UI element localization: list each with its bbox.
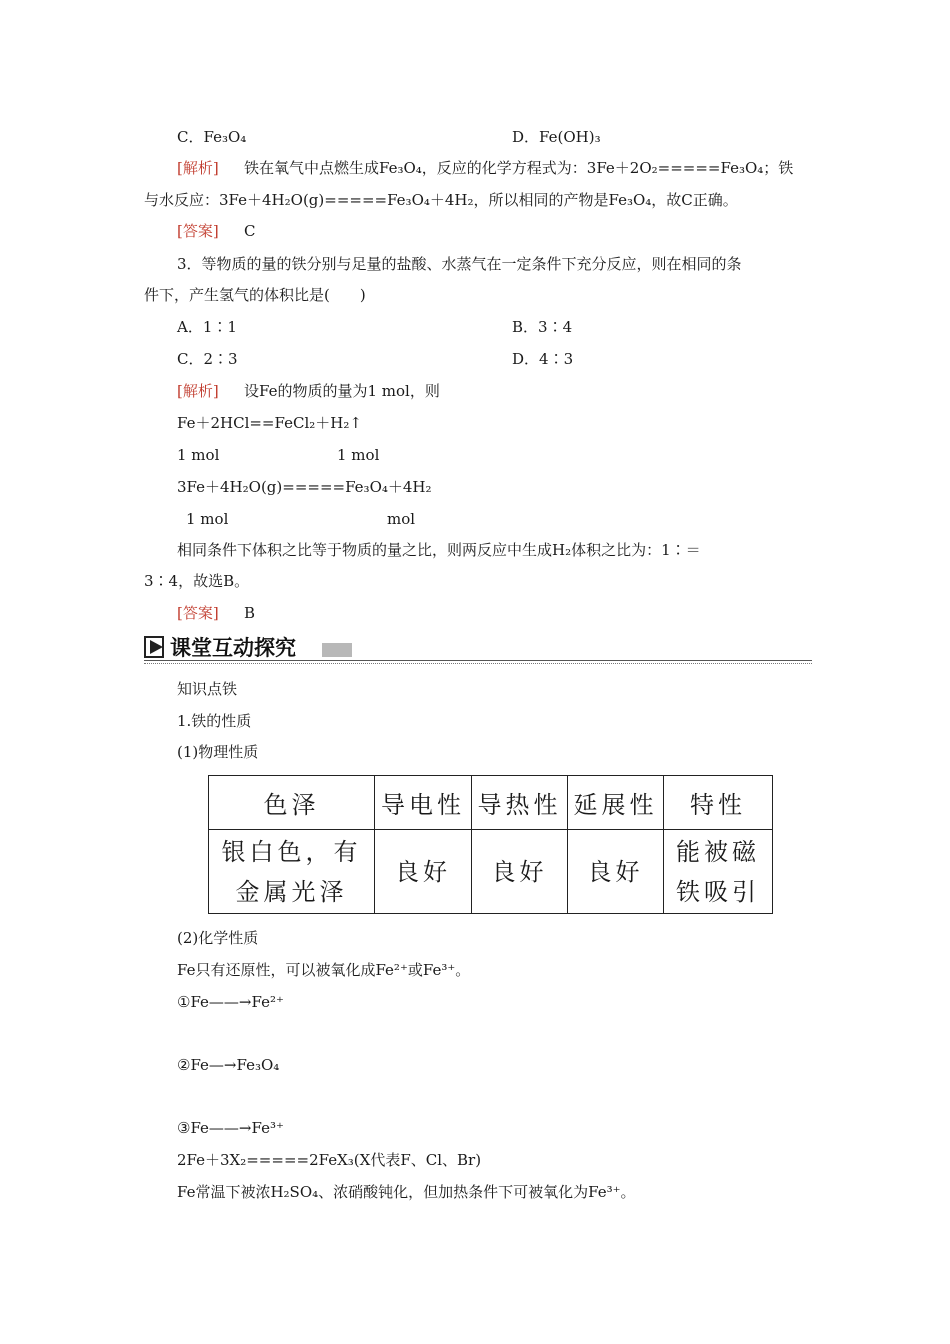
table-cell: 良好	[375, 830, 472, 914]
cell-line: 金属光泽	[235, 877, 348, 906]
q3-eq1-mol-right: 1 mol	[337, 446, 380, 464]
reaction-path-1: ①Fe——→Fe²⁺	[177, 993, 284, 1011]
q3-stem-line-2: 件下，产生氢气的体积比是( )	[144, 286, 366, 304]
physical-properties-table	[208, 775, 773, 914]
table-cell: 良好	[472, 830, 568, 914]
q3-eq1-mol-left: 1 mol	[177, 446, 220, 464]
q3-analysis-intro: 设Fe的物质的量为1 mol，则	[244, 382, 440, 400]
q3-conclusion-line-2: 3∶4，故选B。	[144, 572, 250, 590]
section-dotted-rule	[144, 663, 812, 664]
q2-option-c: C．Fe₃O₄	[177, 128, 247, 146]
q3-option-c: C．2∶3	[177, 350, 238, 368]
q3-answer: B	[244, 604, 256, 622]
q2-answer: C	[244, 222, 256, 240]
table-header-cell: 色泽	[209, 776, 375, 830]
reaction-path-2: ②Fe—→Fe₃O₄	[177, 1056, 280, 1074]
q3-equation-1: Fe＋2HCl==FeCl₂＋H₂↑	[177, 414, 362, 432]
section-title: 课堂互动探究	[170, 636, 296, 660]
section-rule	[144, 660, 812, 661]
q3-equation-2: 3Fe＋4H₂O(g)=====Fe₃O₄＋4H₂	[177, 478, 432, 496]
play-arrow-icon	[144, 635, 166, 659]
section-header	[144, 633, 812, 663]
q3-answer-tag: [答案]	[177, 604, 219, 622]
q2-answer-tag: [答案]	[177, 222, 219, 240]
q3-eq2-mol-left: 1 mol	[186, 510, 229, 528]
q2-option-d: D．Fe(OH)₃	[512, 128, 601, 146]
q3-option-a: A．1∶1	[177, 318, 237, 336]
subsection-chemical-properties: (2)化学性质	[177, 929, 259, 947]
q2-analysis-line-1: 铁在氧气中点燃生成Fe₃O₄，反应的化学方程式为：3Fe＋2O₂=====Fe₃O₄；铁	[244, 159, 794, 177]
q3-eq2-mol-right: mol	[387, 510, 416, 528]
table-header-row	[209, 776, 773, 830]
table-cell	[209, 830, 375, 914]
q3-analysis-tag: [解析]	[177, 382, 219, 400]
passivation-statement: Fe常温下被浓H₂SO₄、浓硝酸钝化，但加热条件下可被氧化为Fe³⁺。	[177, 1183, 636, 1201]
q3-option-d: D．4∶3	[512, 350, 574, 368]
table-row	[209, 830, 773, 914]
cell-line: 铁吸引	[676, 877, 760, 906]
subsection-physical-properties: (1)物理性质	[177, 743, 259, 761]
q2-analysis-tag: [解析]	[177, 159, 219, 177]
cell-line: 银白色，有	[221, 837, 362, 866]
table-header-cell: 导电性	[375, 776, 472, 830]
table-header-cell: 特性	[664, 776, 773, 830]
table-header-cell: 延展性	[568, 776, 664, 830]
fe-reducing-statement: Fe只有还原性，可以被氧化成Fe²⁺或Fe³⁺。	[177, 961, 471, 979]
reaction-path-3: ③Fe——→Fe³⁺	[177, 1119, 284, 1137]
q3-stem-line-1: 3．等物质的量的铁分别与足量的盐酸、水蒸气在一定条件下充分反应，则在相同的条	[177, 255, 742, 273]
table-cell	[664, 830, 773, 914]
subsection-iron-properties: 1.铁的性质	[177, 712, 252, 730]
table-cell: 良好	[568, 830, 664, 914]
halogen-equation: 2Fe＋3X₂=====2FeX₃(X代表F、Cl、Br)	[177, 1151, 482, 1169]
q2-analysis-line-2: 与水反应：3Fe＋4H₂O(g)=====Fe₃O₄＋4H₂，所以相同的产物是Fe₃O₄，故C正确。	[144, 191, 738, 209]
q3-conclusion-line-1: 相同条件下体积之比等于物质的量之比，则两反应中生成H₂体积之比为：1∶＝	[177, 541, 701, 559]
q3-option-b: B．3∶4	[512, 318, 573, 336]
knowledge-point-title: 知识点铁	[177, 680, 238, 698]
section-decor-block	[322, 643, 352, 657]
cell-line: 能被磁	[676, 837, 760, 866]
table-header-cell: 导热性	[472, 776, 568, 830]
